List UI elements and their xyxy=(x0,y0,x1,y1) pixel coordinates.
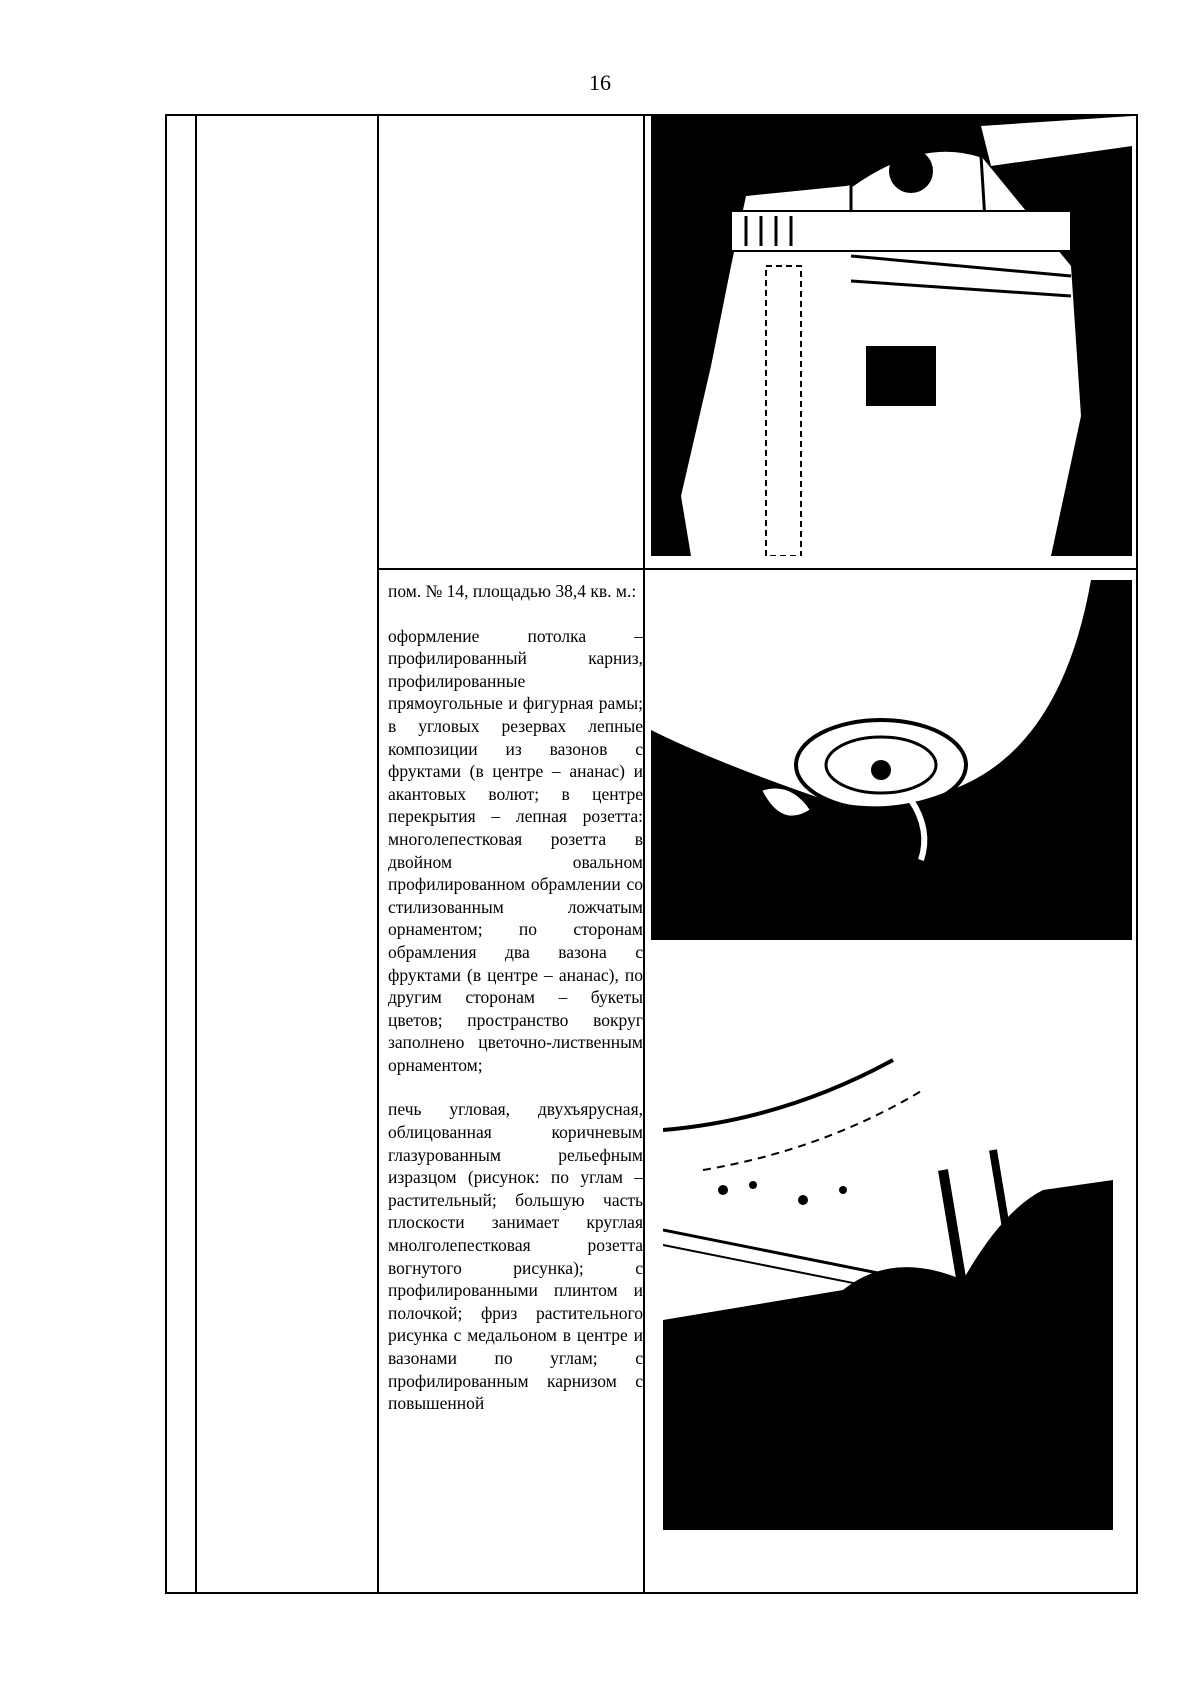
column-divider-2 xyxy=(377,116,379,1592)
stove-corner-photo xyxy=(663,1050,1113,1530)
room-heading: пом. № 14, площадью 38,4 кв. м.: xyxy=(388,581,637,601)
stove-description: печь угловая, двухъярусная, облицованная коричневым глазурованным рельефным изразцом (рисунок: по углам – растительный; большую часть плоскости занимает круглая мнолголепестковая розетта вогнутого рисунка); с профилированными плинтом и полочкой; фриз растительного рисунка с медальоном в центре и вазонами по углам; с профилированным карнизом с повышенной xyxy=(388,1099,643,1414)
stove-cornice-photo xyxy=(651,116,1132,556)
row-divider xyxy=(377,568,1138,570)
page-number: 16 xyxy=(589,70,611,95)
description-cell xyxy=(388,580,643,1415)
ceiling-description: оформление потолка – профилированный карниз, профилированные прямоугольные и фигурная рамы; в угловых резервах лепные композиции из вазонов с фруктами (в центре – ананас) и акантовых волют; в центре перекрытия – лепная розетта: многолепестковая розетта в двойном овальном профилированном обрамлении со стилизованным ложчатым орнаментом; по сторонам обрамления два вазона с фруктами (в центре – ананас), по другим сторонам – букеты цветов; пространство вокруг заполнено цветочно-лиственным орнаментом; xyxy=(388,625,643,1075)
column-divider-3 xyxy=(643,116,645,1592)
ceiling-rosette-photo xyxy=(651,580,1132,940)
column-divider-1 xyxy=(195,116,197,1592)
